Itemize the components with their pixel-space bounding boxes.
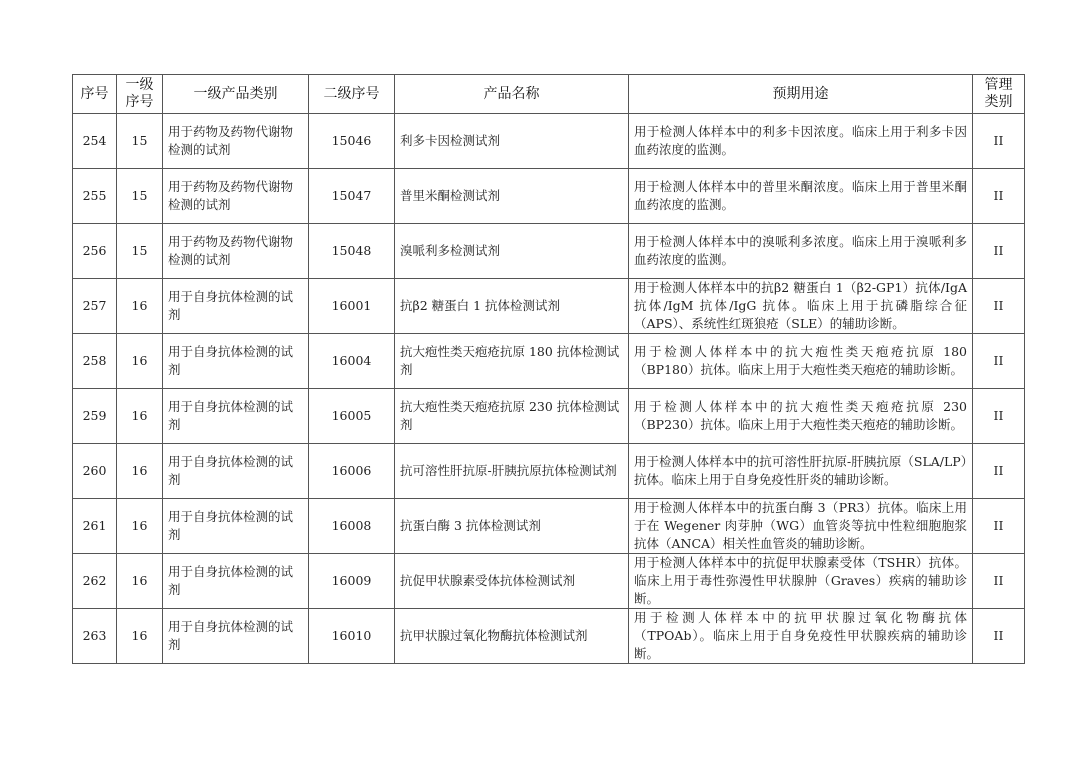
cell-level1-seq: 16 [117, 334, 163, 389]
table-row [73, 279, 1025, 334]
table-row [73, 169, 1025, 224]
cell-seq: 260 [73, 444, 117, 499]
cell-seq: 262 [73, 554, 117, 609]
product-classification-table [72, 74, 1025, 664]
cell-intended-use: 用于检测人体样本中的抗可溶性肝抗原-肝胰抗原（SLA/LP）抗体。临床上用于自身免疫性肝炎的辅助诊断。 [629, 444, 973, 499]
cell-intended-use: 用于检测人体样本中的抗大疱性类天疱疮抗原 180（BP180）抗体。临床上用于大疱性类天疱疮的辅助诊断。 [629, 334, 973, 389]
cell-product-name: 抗大疱性类天疱疮抗原 230 抗体检测试剂 [395, 389, 629, 444]
table-row [73, 224, 1025, 279]
cell-product-name: 抗促甲状腺素受体抗体检测试剂 [395, 554, 629, 609]
cell-seq: 258 [73, 334, 117, 389]
cell-level1-category: 用于药物及药物代谢物检测的试剂 [163, 169, 309, 224]
table-row [73, 554, 1025, 609]
cell-level1-category: 用于自身抗体检测的试剂 [163, 609, 309, 664]
cell-intended-use: 用于检测人体样本中的抗甲状腺过氧化物酶抗体（TPOAb）。临床上用于自身免疫性甲状腺疾病的辅助诊断。 [629, 609, 973, 664]
cell-level1-category: 用于药物及药物代谢物检测的试剂 [163, 114, 309, 169]
table-row [73, 609, 1025, 664]
header-intended-use: 预期用途 [629, 75, 973, 114]
cell-product-name: 抗甲状腺过氧化物酶抗体检测试剂 [395, 609, 629, 664]
cell-level1-category: 用于自身抗体检测的试剂 [163, 279, 309, 334]
table-row [73, 499, 1025, 554]
cell-seq: 263 [73, 609, 117, 664]
table-row [73, 444, 1025, 499]
cell-level1-seq: 16 [117, 609, 163, 664]
cell-seq: 261 [73, 499, 117, 554]
cell-level1-seq: 16 [117, 554, 163, 609]
header-seq: 序号 [73, 75, 117, 114]
cell-seq: 259 [73, 389, 117, 444]
cell-intended-use: 用于检测人体样本中的利多卡因浓度。临床上用于利多卡因血药浓度的监测。 [629, 114, 973, 169]
cell-management-class: II [973, 224, 1025, 279]
cell-seq: 256 [73, 224, 117, 279]
cell-product-name: 抗蛋白酶 3 抗体检测试剂 [395, 499, 629, 554]
cell-seq: 257 [73, 279, 117, 334]
cell-level2-seq: 16005 [309, 389, 395, 444]
cell-level1-seq: 16 [117, 499, 163, 554]
cell-product-name: 利多卡因检测试剂 [395, 114, 629, 169]
cell-level1-seq: 15 [117, 114, 163, 169]
cell-management-class: II [973, 114, 1025, 169]
table-row [73, 334, 1025, 389]
cell-level1-category: 用于自身抗体检测的试剂 [163, 554, 309, 609]
cell-level2-seq: 16006 [309, 444, 395, 499]
cell-level1-category: 用于药物及药物代谢物检测的试剂 [163, 224, 309, 279]
cell-level1-seq: 16 [117, 389, 163, 444]
cell-product-name: 抗β2 糖蛋白 1 抗体检测试剂 [395, 279, 629, 334]
cell-management-class: II [973, 554, 1025, 609]
cell-level2-seq: 16004 [309, 334, 395, 389]
header-management-class: 管理类别 [973, 75, 1025, 114]
cell-level1-seq: 16 [117, 279, 163, 334]
cell-management-class: II [973, 334, 1025, 389]
table-body [73, 114, 1025, 664]
cell-management-class: II [973, 169, 1025, 224]
cell-level2-seq: 16001 [309, 279, 395, 334]
cell-level1-seq: 16 [117, 444, 163, 499]
cell-level2-seq: 15048 [309, 224, 395, 279]
table-row [73, 389, 1025, 444]
cell-management-class: II [973, 609, 1025, 664]
header-product-name: 产品名称 [395, 75, 629, 114]
cell-level1-category: 用于自身抗体检测的试剂 [163, 389, 309, 444]
header-level1-seq: 一级序号 [117, 75, 163, 114]
cell-level1-category: 用于自身抗体检测的试剂 [163, 444, 309, 499]
header-level2-seq: 二级序号 [309, 75, 395, 114]
cell-product-name: 抗可溶性肝抗原-肝胰抗原抗体检测试剂 [395, 444, 629, 499]
cell-level2-seq: 16010 [309, 609, 395, 664]
cell-product-name: 普里米酮检测试剂 [395, 169, 629, 224]
cell-level2-seq: 15047 [309, 169, 395, 224]
cell-management-class: II [973, 499, 1025, 554]
cell-level2-seq: 16008 [309, 499, 395, 554]
cell-level1-seq: 15 [117, 224, 163, 279]
cell-intended-use: 用于检测人体样本中的抗β2 糖蛋白 1（β2-GP1）抗体/IgA 抗体/IgM 抗体/IgG 抗体。临床上用于抗磷脂综合征（APS）、系统性红斑狼疮（SLE）的辅助诊断。 [629, 279, 973, 334]
cell-level2-seq: 16009 [309, 554, 395, 609]
cell-management-class: II [973, 444, 1025, 499]
table-header-row [73, 75, 1025, 114]
cell-intended-use: 用于检测人体样本中的抗促甲状腺素受体（TSHR）抗体。临床上用于毒性弥漫性甲状腺肿（Graves）疾病的辅助诊断。 [629, 554, 973, 609]
cell-management-class: II [973, 389, 1025, 444]
cell-intended-use: 用于检测人体样本中的溴哌利多浓度。临床上用于溴哌利多血药浓度的监测。 [629, 224, 973, 279]
cell-seq: 255 [73, 169, 117, 224]
cell-level1-category: 用于自身抗体检测的试剂 [163, 499, 309, 554]
cell-seq: 254 [73, 114, 117, 169]
cell-product-name: 抗大疱性类天疱疮抗原 180 抗体检测试剂 [395, 334, 629, 389]
cell-level2-seq: 15046 [309, 114, 395, 169]
header-level1-category: 一级产品类别 [163, 75, 309, 114]
cell-intended-use: 用于检测人体样本中的抗蛋白酶 3（PR3）抗体。临床上用于在 Wegener 肉芽肿（WG）血管炎等抗中性粒细胞胞浆抗体（ANCA）相关性血管炎的辅助诊断。 [629, 499, 973, 554]
table-row [73, 114, 1025, 169]
cell-level1-category: 用于自身抗体检测的试剂 [163, 334, 309, 389]
cell-level1-seq: 15 [117, 169, 163, 224]
cell-intended-use: 用于检测人体样本中的抗大疱性类天疱疮抗原 230（BP230）抗体。临床上用于大疱性类天疱疮的辅助诊断。 [629, 389, 973, 444]
cell-product-name: 溴哌利多检测试剂 [395, 224, 629, 279]
cell-management-class: II [973, 279, 1025, 334]
cell-intended-use: 用于检测人体样本中的普里米酮浓度。临床上用于普里米酮血药浓度的监测。 [629, 169, 973, 224]
